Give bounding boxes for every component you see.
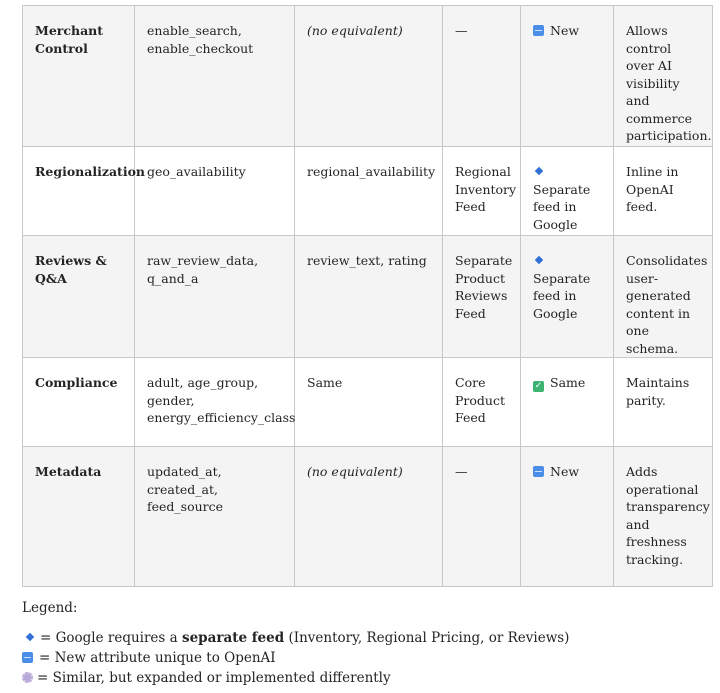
gear-icon [22,672,33,683]
legend-text: = Similar, but expanded or implemented differently [37,670,391,686]
notes-cell-text: Maintains parity. [626,375,690,408]
check-icon: ✓ [534,381,543,391]
google-attribute-cell [295,147,443,236]
new-icon [533,466,544,477]
google-attribute-cell [295,358,443,447]
google-feed-cell-text: — [455,464,468,479]
table-row [23,358,713,447]
category-cell-text: Merchant Control [35,23,104,56]
notes-cell-text: Adds operational transparency and freshness tracking. [626,464,710,567]
category-cell-text: Compliance [35,375,118,390]
category-cell-text: Reviews & Q&A [35,253,107,286]
blue-diamond-icon [535,256,543,264]
notes-cell [614,147,713,236]
google-attribute-cell [295,236,443,358]
category-cell [23,6,135,147]
status-cell-text: Same [550,375,586,390]
notes-cell-text: Inline in OpenAI feed. [626,164,679,214]
google-feed-cell [443,236,521,358]
table-row [23,236,713,358]
google-attribute-cell-text: (no equivalent) [307,23,403,38]
google-feed-cell [443,358,521,447]
google-attribute-cell-text: regional_availability [307,164,436,179]
legend-item-similar [22,670,391,686]
legend-text: (Inventory, Regional Pricing, or Reviews) [284,630,570,646]
category-cell [23,147,145,236]
openai-attribute-cell [135,447,295,587]
category-cell-text: Regionalization [35,164,145,179]
openai-attribute-cell [135,6,295,147]
new-icon [533,25,544,36]
legend-item-separate-feed [24,630,569,646]
status-cell [521,358,614,447]
notes-cell [614,236,713,358]
new-icon [22,652,33,663]
blue-diamond-icon [26,633,34,641]
google-feed-cell-text: — [455,23,468,38]
notes-cell-text: Allows control over AI visibility and commerce participation. [626,23,712,143]
google-feed-cell-text: Separate Product Reviews Feed [455,253,513,321]
openai-attribute-cell-text: geo_availability [147,164,246,179]
legend-text: = New attribute unique to OpenAI [39,650,276,666]
google-feed-cell [443,447,521,587]
status-cell [521,6,614,147]
google-feed-cell [443,6,521,147]
notes-cell-text: Consolidates user-generated content in one schema. [626,253,708,356]
google-attribute-cell-text: (no equivalent) [307,464,403,479]
notes-cell [614,6,713,147]
notes-cell [614,447,713,587]
google-attribute-cell-text: review_text, rating [307,253,427,268]
status-cell-text: New [550,464,580,479]
table-row [23,6,713,147]
google-feed-cell [443,147,521,236]
status-cell-text: New [550,23,580,38]
openai-attribute-cell [135,147,295,236]
google-feed-cell-text: Core Product Feed [455,375,505,425]
openai-attribute-cell-text: updated_at, created_at, feed_source [147,464,224,514]
blue-diamond-icon [535,167,543,175]
openai-attribute-cell-text: raw_review_data, q_and_a [147,253,259,286]
status-cell [521,147,614,236]
category-cell [23,236,135,358]
category-cell-text: Metadata [35,464,102,479]
google-attribute-cell [295,447,443,587]
openai-attribute-cell-text: adult, age_group, gender, energy_efficiency_class [147,375,296,425]
table-row [23,447,713,587]
legend-bold: separate feed [181,630,285,646]
openai-attribute-cell [135,358,295,447]
legend-title: Legend: [22,600,78,616]
category-cell [23,358,135,447]
google-attribute-cell [295,6,443,147]
notes-cell [614,358,713,447]
openai-attribute-cell [135,236,295,358]
status-cell [521,447,614,587]
table-row [23,147,713,236]
category-cell [23,447,135,587]
status-cell-text: Separate feed in Google [533,181,591,232]
legend-item-new [22,650,276,666]
status-cell-text: Separate feed in Google [533,270,591,321]
google-feed-cell-text: Regional Inventory Feed [455,164,517,214]
status-cell [521,236,614,358]
openai-attribute-cell-text: enable_search, enable_checkout [147,23,254,56]
legend-text: = Google requires a [40,630,182,646]
google-attribute-cell-text: Same [307,375,343,390]
comparison-table [22,5,713,587]
